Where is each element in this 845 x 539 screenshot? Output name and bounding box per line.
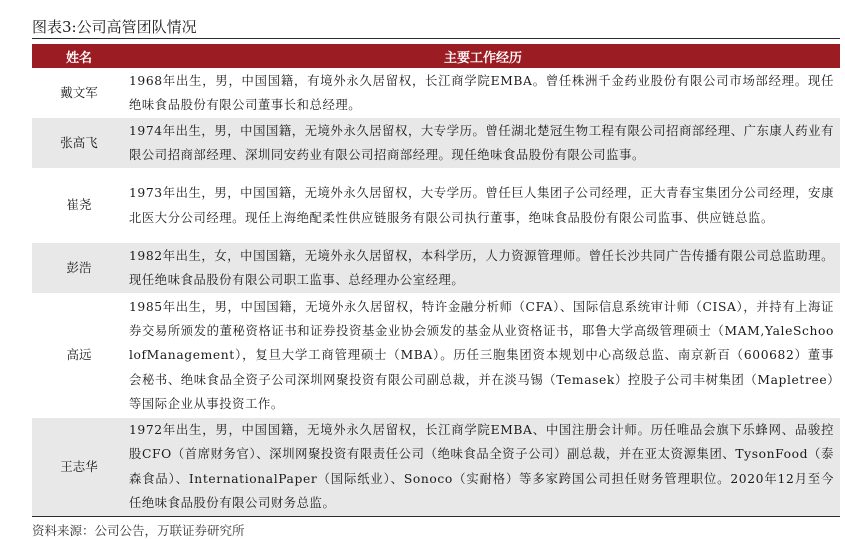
header-bio: 主要工作经历: [126, 44, 840, 68]
exec-bio: 1972年出生，男，中国国籍，无境外永久居留权，长江商学院EMBA、中国注册会计师。历任唯品会旗下乐蜂网、品骏控股CFO（首席财务官）、深圳网聚投资有限责任公司（绝味食品全资子公司）副总裁，并在亚太资源集团、TysonFood（泰森食品）、InternationalPaper（国际纸业）、Sonoco（实耐格）等多家跨国公司担任财务管理职位。2020年12月至今任绝味食品股份有限公司财务总监。: [126, 418, 840, 516]
header-name: 姓名: [32, 44, 126, 68]
table-row: [32, 418, 840, 516]
exec-bio: 1973年出生，男，中国国籍，无境外永久居留权，大专学历。曾任巨人集团子公司经理，正大青春宝集团分公司经理，安康北医大分公司经理。现任上海绝配柔性供应链服务有限公司执行董事，绝味食品股份有限公司监事、供应链总监。: [126, 168, 840, 243]
exec-name: 戴文军: [32, 68, 126, 118]
exec-name: 王志华: [32, 418, 126, 516]
figure-caption: [32, 16, 840, 39]
exec-name: 崔尧: [32, 168, 126, 243]
table-header-row: [32, 44, 840, 68]
figure-caption-text: 图表3:公司高管团队情况: [32, 18, 197, 36]
source-note: 资料来源：公司公告，万联证券研究所: [32, 523, 245, 538]
exec-name: 高远: [32, 293, 126, 418]
exec-name: 张高飞: [32, 118, 126, 168]
executive-team-table: [32, 44, 840, 517]
exec-bio: 1982年出生，女，中国国籍，无境外永久居留权，本科学历，人力资源管理师。曾任长沙共同广告传播有限公司总监助理。现任绝味食品股份有限公司职工监事、总经理办公室经理。: [126, 243, 840, 293]
table-row: [32, 68, 840, 118]
exec-bio: 1974年出生，男，中国国籍，无境外永久居留权，大专学历。曾任湖北楚冠生物工程有限公司招商部经理、广东康人药业有限公司招商部经理、深圳同安药业有限公司招商部经理。现任绝味食品股份有限公司监事。: [126, 118, 840, 168]
table-row: [32, 168, 840, 243]
exec-name: 彭浩: [32, 243, 126, 293]
exec-bio: 1985年出生，男，中国国籍，无境外永久居留权，特许金融分析师（CFA）、国际信息系统审计师（CISA），并持有上海证券交易所颁发的董秘资格证书和证券投资基金业协会颁发的基金从业资格证书，耶鲁大学高级管理硕士（MAM,YaleSchoolofManagement），复旦大学工商管理硕士（MBA）。历任三胞集团资本规划中心高级总监、南京新百（600682）董事会秘书、绝味食品全资子公司深圳网聚投资有限公司副总裁，并在淡马锡（Temasek）控股子公司丰树集团（Mapletree）等国际企业从事投资工作。: [126, 293, 840, 418]
table-row: [32, 243, 840, 293]
exec-bio: 1968年出生，男，中国国籍，有境外永久居留权，长江商学院EMBA。曾任株洲千金药业股份有限公司市场部经理。现任绝味食品股份有限公司董事长和总经理。: [126, 68, 840, 118]
table-row: [32, 293, 840, 418]
table-row: [32, 118, 840, 168]
